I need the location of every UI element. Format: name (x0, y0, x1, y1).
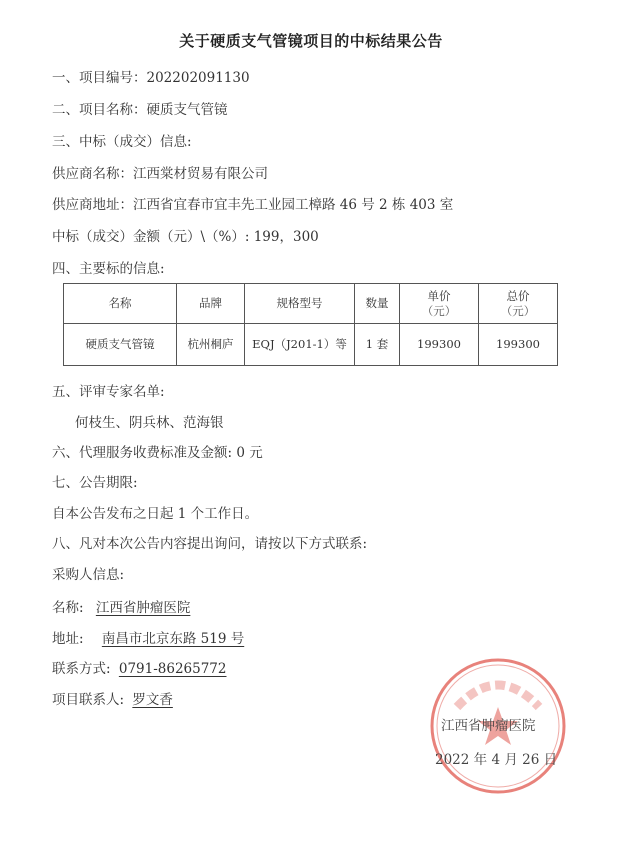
header-name: 名称 (64, 284, 177, 324)
purchaser-phone (52, 657, 227, 677)
purchaser-contact-value: 罗文香 (132, 692, 173, 708)
cell-name: 硬质支气管镜 (64, 324, 177, 366)
header-unit-price-unit: （元） (421, 303, 457, 318)
header-model: 规格型号 (245, 284, 355, 324)
purchaser-address-label: 地址: (52, 631, 84, 647)
award-amount: 中标（成交）金额（元）\（%）: 199，300 (52, 229, 319, 245)
experts-heading: 五、评审专家名单: (52, 384, 165, 400)
items-table (63, 283, 558, 366)
signature-date: 2022 年 4 月 26 日 (435, 752, 558, 768)
purchaser-contact-label: 项目联系人: (52, 692, 125, 708)
period-text: 自本公告发布之日起 1 个工作日。 (52, 506, 259, 522)
purchaser-address (52, 627, 244, 647)
service-fee: 六、代理服务收费标准及金额: 0 元 (52, 445, 263, 461)
table-row (64, 324, 558, 366)
header-total-price-unit: （元） (500, 303, 536, 318)
supplier-address: 供应商地址：江西省宜春市宜丰先工业园工樟路 46 号 2 栋 403 室 (52, 197, 454, 213)
cell-model: EQJ（J201-1）等 (245, 324, 355, 366)
purchaser-phone-label: 联系方式: (52, 661, 111, 677)
cell-quantity: 1 套 (355, 324, 400, 366)
cell-unit-price: 199300 (400, 324, 479, 366)
table-header-row (64, 284, 558, 324)
award-info-heading: 三、中标（成交）信息: (52, 134, 192, 150)
page-title: 关于硬质支气管镜项目的中标结果公告 (179, 32, 443, 50)
purchaser-name-label: 名称: (52, 600, 84, 616)
header-total-price (479, 284, 558, 324)
purchaser-name (52, 596, 190, 616)
header-total-price-label: 总价 (506, 288, 530, 303)
cell-brand: 杭州桐庐 (177, 324, 245, 366)
cell-total-price: 199300 (479, 324, 558, 366)
header-quantity: 数量 (355, 284, 400, 324)
purchaser-contact (52, 688, 173, 708)
purchaser-info-heading: 采购人信息: (52, 567, 125, 583)
experts-list: 何枝生、阴兵林、范海银 (75, 415, 224, 431)
header-unit-price-label: 单价 (427, 288, 451, 303)
purchaser-phone-value: 0791-86265772 (118, 661, 227, 677)
project-name: 二、项目名称：硬质支气管镜 (52, 102, 228, 118)
header-unit-price (400, 284, 479, 324)
project-number: 一、项目编号：202202091130 (52, 70, 250, 86)
supplier-name: 供应商名称：江西棠材贸易有限公司 (52, 166, 268, 182)
header-brand: 品牌 (177, 284, 245, 324)
contact-heading: 八、凡对本次公告内容提出询问，请按以下方式联系: (52, 536, 368, 552)
main-items-heading: 四、主要标的信息: (52, 261, 165, 277)
purchaser-name-value: 江西省肿瘤医院 (95, 600, 191, 616)
period-heading: 七、公告期限: (52, 475, 138, 491)
purchaser-address-value: 南昌市北京东路 519 号 (101, 631, 245, 647)
signature-organization: 江西省肿瘤医院 (441, 718, 536, 734)
